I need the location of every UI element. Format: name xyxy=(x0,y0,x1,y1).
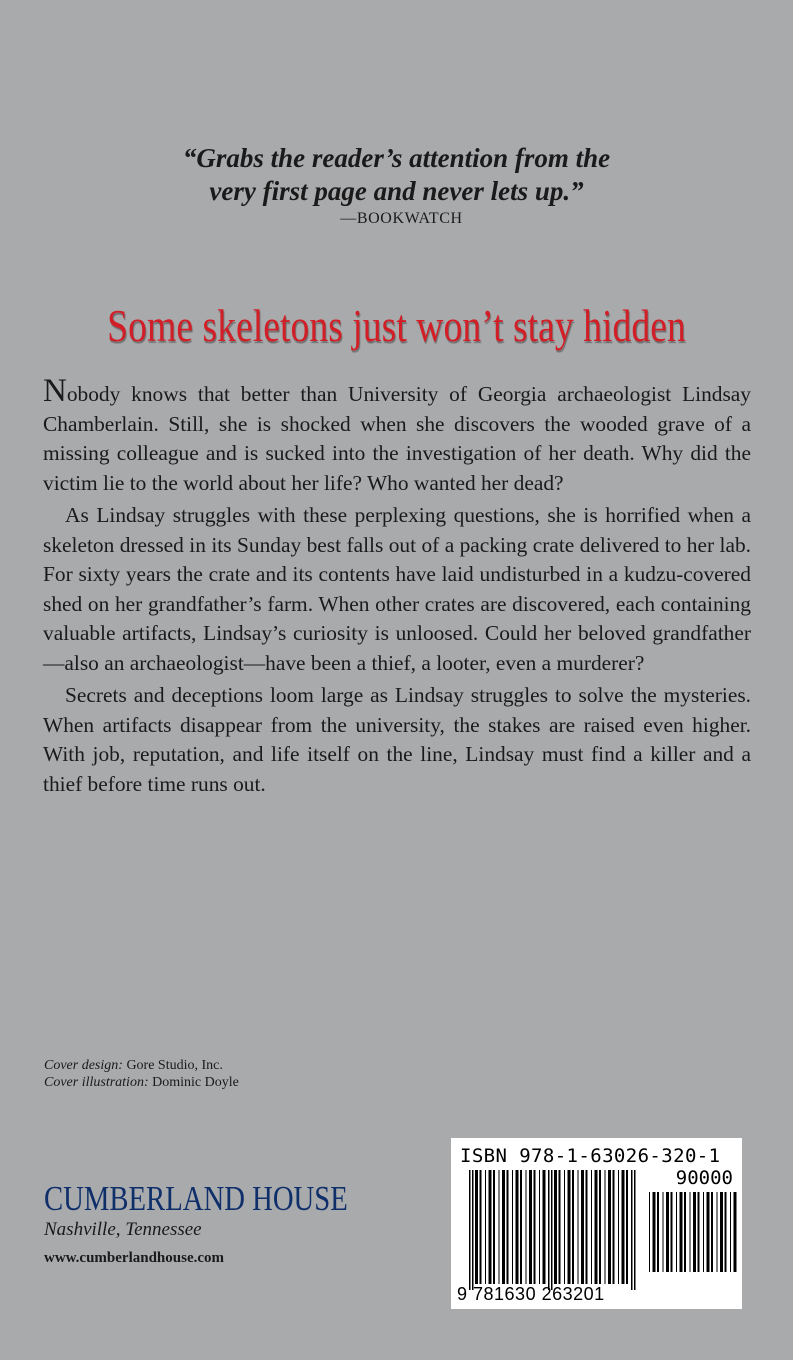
publisher-url: www.cumberlandhouse.com xyxy=(44,1250,225,1266)
cover-illustration-value: Dominic Doyle xyxy=(148,1075,239,1090)
isbn-number: ISBN 978-1-63026-320-1 xyxy=(460,1145,721,1167)
description-paragraph-1 xyxy=(43,373,751,498)
cover-design-credit xyxy=(44,1057,239,1074)
publisher-block xyxy=(44,1180,414,1269)
publisher-city: Nashville, Tennessee xyxy=(44,1219,202,1240)
drop-cap: N xyxy=(43,373,67,409)
cover-illustration-credit xyxy=(44,1074,239,1091)
cover-design-value: Gore Studio, Inc. xyxy=(122,1058,223,1073)
description-paragraph-2: As Lindsay struggles with these perplexing questions, she is horrified when a skeleton dressed in its Sunday best falls out of a packing crate delivered to her lab. For sixty years the crate and its contents have laid undisturbed in a kudzu-covered shed on her grandfather’s farm. When other crates are discovered, each containing valuable artifacts, Lindsay’s curiosity is unloosed. Could her beloved grandfather—also an archaeologist—have been a thief, a looter, even a murderer? xyxy=(43,503,751,675)
cover-illustration-label: Cover illustration: xyxy=(44,1075,149,1090)
headline: Some skeletons just won’t stay hidden xyxy=(107,300,686,351)
isbn-barcode xyxy=(451,1138,742,1309)
price-code: 90000 xyxy=(675,1167,733,1189)
quote-line-1: “Grabs the reader’s attention from the xyxy=(182,143,611,173)
review-quote xyxy=(0,142,793,228)
quote-line-2: very first page and never lets up.” xyxy=(209,176,584,206)
publisher-name: CUMBERLAND HOUSE xyxy=(44,1179,348,1218)
cover-design-label: Cover design: xyxy=(44,1058,123,1073)
book-description xyxy=(43,373,751,799)
ean-number: 9 781630 263201 xyxy=(457,1284,605,1304)
cover-credits xyxy=(44,1057,239,1091)
description-paragraph-3: Secrets and deceptions loom large as Lindsay struggles to solve the mysteries. When artifacts disappear from the university, the stakes are raised even higher. With job, reputation, and life itself on the line, Lindsay must find a killer and a thief before time runs out. xyxy=(43,683,751,796)
paragraph-1-text: obody knows that better than University of Georgia archaeologist Lindsay Chamberlain. Still, she is shocked when she discovers the wooded grave of a missing colleague and is sucked into the investigation of her death. Why did the victim lie to the world about her life? Who wanted her dead? xyxy=(43,382,751,495)
quote-attribution: —BOOKWATCH xyxy=(340,210,463,227)
